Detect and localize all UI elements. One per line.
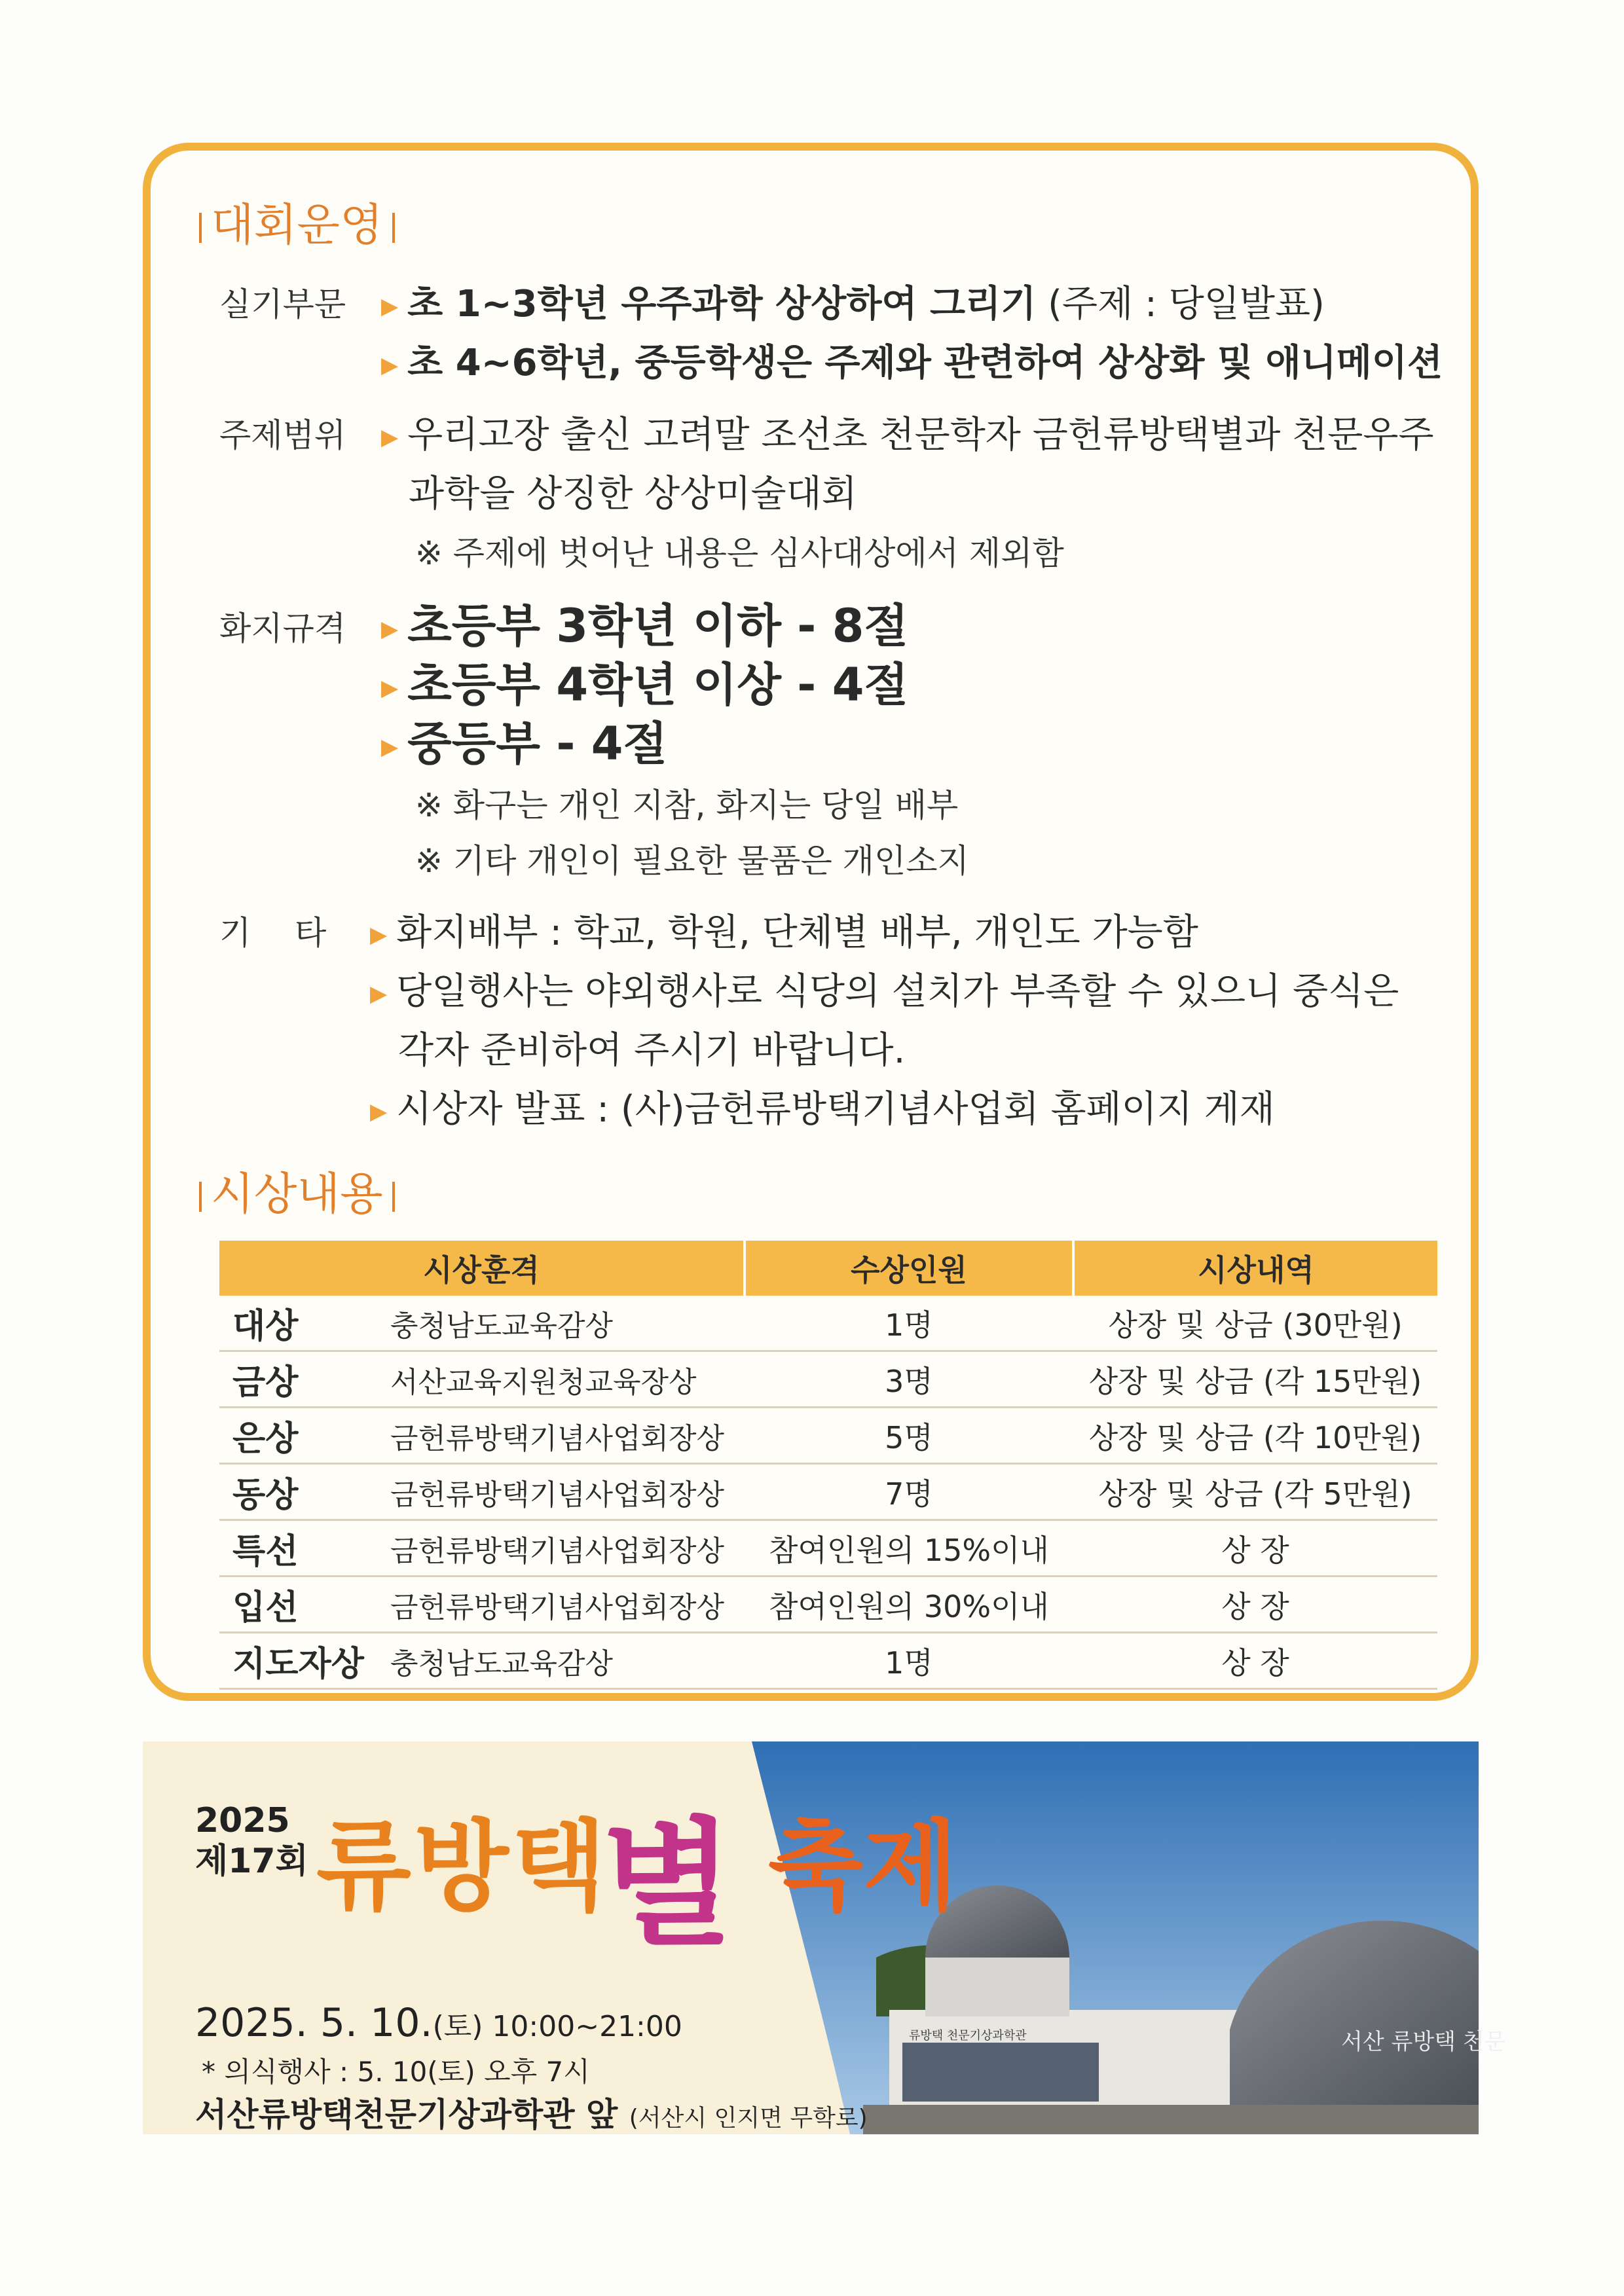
table-row [219, 1408, 1437, 1464]
triangle-bullet-icon: ▶ [370, 980, 388, 1007]
scope-label: 주제범위 [219, 416, 346, 454]
award-prize: 상 장 [1073, 1520, 1437, 1576]
award-name: 은상 [219, 1408, 377, 1464]
award-prize: 상장 및 상금 (각 15만원) [1073, 1351, 1437, 1408]
festival-banner [143, 1741, 1506, 2134]
paper-note-2: ※ 기타 개인이 필요한 물품은 개인소지 [415, 842, 969, 880]
festival-title-star: 별 [601, 1804, 734, 1965]
paper-label: 화지규격 [219, 610, 346, 647]
award-prize: 상 장 [1073, 1633, 1437, 1689]
festival-title-a: 류방택 [316, 1810, 609, 1924]
table-row [219, 1576, 1437, 1633]
section-title-operation: 대회운영 [190, 190, 404, 253]
award-name: 동상 [219, 1464, 377, 1520]
award-org: 충청남도교육감상 [377, 1633, 745, 1689]
award-prize: 상장 및 상금 (30만원) [1073, 1296, 1437, 1351]
paper-item-1: ▶ 초등부 3학년 이하 - 8절 [381, 599, 909, 653]
award-count: 1명 [745, 1633, 1073, 1689]
header-award: 시상훈격 [219, 1241, 745, 1296]
award-prize: 상장 및 상금 (각 5만원) [1073, 1464, 1437, 1520]
paper-item-2: ▶ 초등부 4학년 이상 - 4절 [381, 658, 909, 712]
etc-item-2-cont: 각자 준비하여 주시기 바랍니다. [398, 1029, 906, 1072]
award-org: 서산교육지원청교육장상 [377, 1351, 745, 1408]
festival-year-edition: 2025 제17회 [195, 1801, 308, 1881]
etc-item-1: ▶ 화지배부 : 학교, 학원, 단체별 배부, 개인도 가능함 [370, 911, 1198, 954]
etc-label-1: 기 [219, 914, 251, 952]
award-count: 3명 [745, 1351, 1073, 1408]
triangle-bullet-icon: ▶ [381, 424, 399, 450]
award-count: 1명 [745, 1296, 1073, 1351]
award-name: 지도자상 [219, 1633, 377, 1689]
paper-note-1: ※ 화구는 개인 지참, 화지는 당일 배부 [415, 786, 959, 824]
practical-label: 실기부문 [219, 285, 346, 323]
etc-label-2: 타 [295, 914, 327, 952]
triangle-bullet-icon: ▶ [381, 674, 399, 701]
triangle-bullet-icon: ▶ [381, 615, 399, 642]
etc-item-2: ▶ 당일행사는 야외행사로 식당의 설치가 부족할 수 있으니 중식은 [370, 970, 1399, 1013]
award-count: 참여인원의 15%이내 [745, 1520, 1073, 1576]
triangle-bullet-icon: ▶ [381, 352, 399, 378]
table-row [219, 1520, 1437, 1576]
triangle-bullet-icon: ▶ [381, 733, 399, 760]
award-prize: 상 장 [1073, 1576, 1437, 1633]
award-prize: 상장 및 상금 (각 10만원) [1073, 1408, 1437, 1464]
scope-line-2: 과학을 상징한 상상미술대회 [409, 473, 857, 515]
award-name: 입선 [219, 1576, 377, 1633]
practical-item-2: ▶ 초 4~6학년, 중등학생은 주제와 관련하여 상상화 및 애니메이션 [381, 342, 1443, 384]
award-count: 5명 [745, 1408, 1073, 1464]
awards-header-row [219, 1241, 1437, 1296]
table-row [219, 1296, 1437, 1351]
award-count: 7명 [745, 1464, 1073, 1520]
award-name: 대상 [219, 1296, 377, 1351]
award-org: 금헌류방택기념사업회장상 [377, 1576, 745, 1633]
awards-table [219, 1241, 1437, 1690]
award-name: 금상 [219, 1351, 377, 1408]
scope-line-1: ▶ 우리고장 출신 고려말 조선초 천문학자 금헌류방택별과 천문우주 [381, 414, 1434, 456]
paper-item-3: ▶ 중등부 - 4절 [381, 717, 668, 771]
festival-ceremony: * 의식행사 : 5. 10(토) 오후 7시 [202, 2056, 590, 2088]
info-card [143, 143, 1479, 1701]
triangle-bullet-icon: ▶ [370, 1098, 388, 1125]
building-sign: 서산 류방택 천문 [1341, 2029, 1506, 2055]
festival-title-b: 축제 [768, 1810, 958, 1924]
festival-date: 2025. 5. 10.(토) 10:00~21:00 [195, 2000, 682, 2046]
award-org: 금헌류방택기념사업회장상 [377, 1408, 745, 1464]
scope-note: ※ 주제에 벗어난 내용은 심사대상에서 제외함 [415, 534, 1064, 572]
award-name: 특선 [219, 1520, 377, 1576]
triangle-bullet-icon: ▶ [381, 293, 399, 319]
award-org: 금헌류방택기념사업회장상 [377, 1464, 745, 1520]
table-row [219, 1351, 1437, 1408]
award-count: 참여인원의 30%이내 [745, 1576, 1073, 1633]
triangle-bullet-icon: ▶ [370, 921, 388, 948]
award-org: 충청남도교육감상 [377, 1296, 745, 1351]
table-row [219, 1633, 1437, 1689]
festival-place: 서산류방택천문기상과학관 앞 (서산시 인지면 무학로) [195, 2096, 868, 2134]
building-sign-small: 류방택 천문기상과학관 [909, 2029, 1027, 2043]
practical-item-1: ▶ 초 1~3학년 우주과학 상상하여 그리기 (주제 : 당일발표) [381, 283, 1325, 325]
header-prize: 시상내역 [1073, 1241, 1437, 1296]
award-org: 금헌류방택기념사업회장상 [377, 1520, 745, 1576]
table-row [219, 1464, 1437, 1520]
section-title-awards: 시상내용 [190, 1159, 404, 1222]
header-count: 수상인원 [745, 1241, 1073, 1296]
etc-item-3: ▶ 시상자 발표 : (사)금헌류방택기념사업회 홈페이지 게재 [370, 1088, 1275, 1131]
